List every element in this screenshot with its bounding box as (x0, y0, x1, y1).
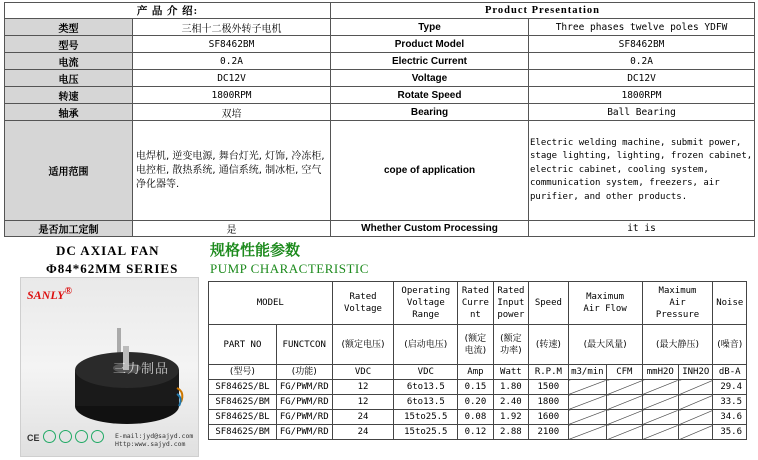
row-type (5, 19, 755, 36)
cell-empty (568, 410, 606, 425)
cert-icon (75, 430, 88, 443)
http-text: Http:www.sajyd.com (115, 440, 186, 448)
cell-empty (642, 410, 678, 425)
cell-watt: 1.80 (493, 380, 528, 395)
unit-cell: dB-A (713, 365, 747, 380)
label-voltage-cn: 电压 (5, 70, 133, 87)
cell-empty (679, 425, 713, 440)
label-type-en: Type (331, 19, 529, 36)
unit-cell: R.P.M (529, 365, 569, 380)
value-application-cn: 电焊机, 逆变电源, 舞台灯光, 灯饰, 冷冻柜, 电控柜, 散热系统, 通信系统, 制冰柜, 空气净化器等. (133, 121, 331, 221)
label-model-cn: 型号 (5, 36, 133, 53)
cell-empty (642, 380, 678, 395)
motor-image (67, 328, 187, 428)
cell-noise: 34.6 (713, 410, 747, 425)
cell-part: SF8462S/BM (209, 425, 277, 440)
table-row (209, 425, 747, 440)
label-custom-cn: 是否加工定制 (5, 221, 133, 237)
row-speed (5, 87, 755, 104)
cell-amp: 0.20 (458, 395, 493, 410)
cell-func: FG/PWM/RD (276, 380, 332, 395)
value-model-en: SF8462BM (529, 36, 755, 53)
cell-ov: 15to25.5 (394, 410, 458, 425)
cell-ov: 6to13.5 (394, 380, 458, 395)
watermark-brand: 三力制品 (113, 362, 170, 377)
col-model-cn: (型号) (209, 365, 277, 380)
cell-noise: 35.6 (713, 425, 747, 440)
label-model-en: Product Model (331, 36, 529, 53)
value-model-cn: SF8462BM (133, 36, 331, 53)
col-air-pressure-cn: (最大静压) (642, 325, 713, 365)
cn-header-row (209, 325, 747, 365)
col-function: FUNCTCON (276, 325, 332, 365)
label-voltage-en: Voltage (331, 70, 529, 87)
col-rated-voltage: Rated Voltage (332, 282, 394, 325)
label-application-cn: 适用范围 (5, 121, 133, 221)
unit-row (209, 365, 747, 380)
col-rated-current: Rated Curre nt (458, 282, 493, 325)
cell-empty (679, 410, 713, 425)
title-en: Product Presentation (331, 3, 755, 19)
value-custom-en: it is (529, 221, 755, 237)
cell-rpm: 2100 (529, 425, 569, 440)
unit-cell: VDC (332, 365, 394, 380)
spec-heading-cn: 规格性能参数 (210, 241, 301, 259)
cell-amp: 0.08 (458, 410, 493, 425)
cell-rpm: 1500 (529, 380, 569, 395)
unit-cell: VDC (394, 365, 458, 380)
cell-empty (568, 395, 606, 410)
col-model: MODEL (209, 282, 333, 325)
col-rated-input: Rated Input power (493, 282, 528, 325)
cell-ov: 15to25.5 (394, 425, 458, 440)
value-voltage-en: DC12V (529, 70, 755, 87)
cell-rpm: 1600 (529, 410, 569, 425)
table-row (209, 410, 747, 425)
cell-empty (607, 380, 642, 395)
cell-empty (679, 380, 713, 395)
value-voltage-cn: DC12V (133, 70, 331, 87)
unit-cell: CFM (607, 365, 642, 380)
spec-heading-en: PUMP CHARACTERISTIC (210, 261, 369, 276)
label-bearing-cn: 轴承 (5, 104, 133, 121)
col-air-pressure: Maximum Air Pressure (642, 282, 713, 325)
row-custom (5, 221, 755, 237)
cert-icon (43, 430, 56, 443)
characteristic-table (208, 281, 747, 440)
ce-mark: CE (27, 433, 40, 443)
cert-icon (91, 430, 104, 443)
cell-rv: 24 (332, 410, 394, 425)
cell-rv: 12 (332, 395, 394, 410)
row-current (5, 53, 755, 70)
value-bearing-en: Ball Bearing (529, 104, 755, 121)
title-cn: 产 品 介 绍: (5, 3, 331, 19)
col-part-no: PART NO (209, 325, 277, 365)
label-application-en: cope of application (331, 121, 529, 221)
table-row (209, 395, 747, 410)
value-current-en: 0.2A (529, 53, 755, 70)
cell-empty (679, 395, 713, 410)
value-custom-cn: 是 (133, 221, 331, 237)
cell-rv: 12 (332, 380, 394, 395)
cell-amp: 0.15 (458, 380, 493, 395)
label-type-cn: 类型 (5, 19, 133, 36)
cell-ov: 6to13.5 (394, 395, 458, 410)
col-air-flow-cn: (最大风量) (568, 325, 642, 365)
col-rated-current-cn: (额定 电流) (458, 325, 493, 365)
cell-func: FG/PWM/RD (276, 410, 332, 425)
cell-empty (568, 380, 606, 395)
cert-icons (43, 430, 104, 443)
value-application-en: Electric welding machine, submit power, stage lighting, lighting, frozen cabinet, electric cabinet, cooling system, communication system, freezers, air purifier, and other products. (529, 121, 755, 221)
label-current-en: Electric Current (331, 53, 529, 70)
value-speed-cn: 1800RPM (133, 87, 331, 104)
row-bearing (5, 104, 755, 121)
unit-cell: mmH2O (642, 365, 678, 380)
table-row (209, 380, 747, 395)
col-speed: Speed (529, 282, 569, 325)
col-air-flow: Maximum Air Flow (568, 282, 642, 325)
cell-noise: 29.4 (713, 380, 747, 395)
cell-noise: 33.5 (713, 395, 747, 410)
cell-empty (642, 395, 678, 410)
cell-watt: 1.92 (493, 410, 528, 425)
label-speed-en: Rotate Speed (331, 87, 529, 104)
email-text: E-mail:jyd@sajyd.com (115, 432, 194, 440)
cell-empty (607, 425, 642, 440)
value-type-cn: 三相十二极外转子电机 (133, 19, 331, 36)
cell-watt: 2.88 (493, 425, 528, 440)
unit-cell: Amp (458, 365, 493, 380)
cell-empty (642, 425, 678, 440)
unit-cell: INH2O (679, 365, 713, 380)
value-speed-en: 1800RPM (529, 87, 755, 104)
col-rated-voltage-cn: (额定电压) (332, 325, 394, 365)
col-operating-voltage: Operating Voltage Range (394, 282, 458, 325)
product-photo (20, 277, 199, 457)
cell-empty (607, 395, 642, 410)
contact-info (115, 432, 193, 448)
unit-cell: m3/min (568, 365, 606, 380)
value-type-en: Three phases twelve poles YDFW (529, 19, 755, 36)
product-info-table (4, 2, 755, 237)
cell-rv: 24 (332, 425, 394, 440)
header-row (209, 282, 747, 325)
cell-func: FG/PWM/RD (276, 425, 332, 440)
label-custom-en: Whether Custom Processing (331, 221, 529, 237)
cell-watt: 2.40 (493, 395, 528, 410)
value-current-cn: 0.2A (133, 53, 331, 70)
label-current-cn: 电流 (5, 53, 133, 70)
col-operating-voltage-cn: (启动电压) (394, 325, 458, 365)
value-bearing-cn: 双培 (133, 104, 331, 121)
cell-amp: 0.12 (458, 425, 493, 440)
fan-heading: DC AXIAL FAN (56, 243, 160, 258)
unit-cell: Watt (493, 365, 528, 380)
series-heading: Φ84*62MM SERIES (46, 261, 179, 276)
row-voltage (5, 70, 755, 87)
row-model (5, 36, 755, 53)
cell-func: FG/PWM/RD (276, 395, 332, 410)
col-speed-cn: (转速) (529, 325, 569, 365)
col-function-cn: (功能) (276, 365, 332, 380)
col-noise-cn: (噪音) (713, 325, 747, 365)
cell-empty (607, 410, 642, 425)
cell-part: SF8462S/BL (209, 380, 277, 395)
label-speed-cn: 转速 (5, 87, 133, 104)
col-rated-input-cn: (额定 功率) (493, 325, 528, 365)
cell-part: SF8462S/BM (209, 395, 277, 410)
cell-empty (568, 425, 606, 440)
cell-part: SF8462S/BL (209, 410, 277, 425)
row-application (5, 121, 755, 221)
cert-icon (59, 430, 72, 443)
label-bearing-en: Bearing (331, 104, 529, 121)
brand-logo: SANLY® (27, 286, 73, 302)
col-noise: Noise (713, 282, 747, 325)
cell-rpm: 1800 (529, 395, 569, 410)
